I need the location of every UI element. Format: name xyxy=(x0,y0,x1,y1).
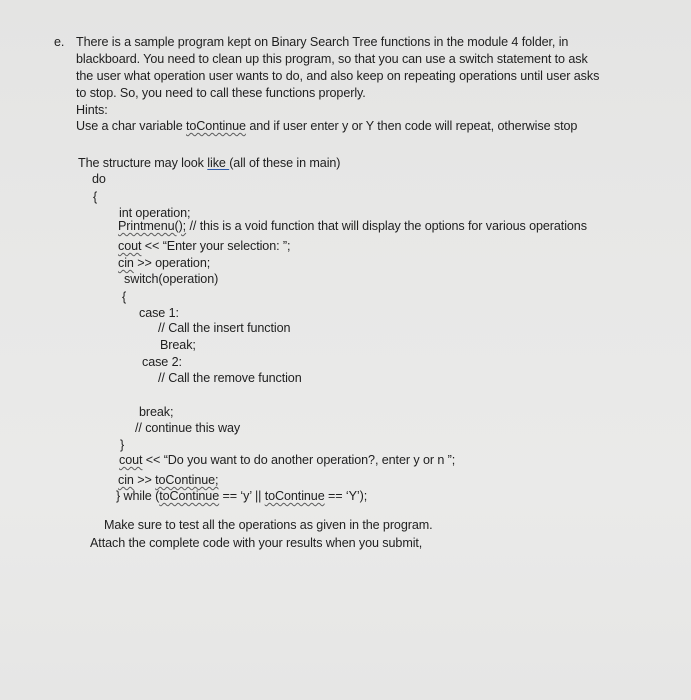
question-paragraph-line-3: the user what operation user wants to do, and also keep on repeating operations until user asks xyxy=(76,69,600,83)
code-cin-operation-text: >> operation; xyxy=(133,256,211,270)
hints-label: Hints: xyxy=(76,103,108,117)
footer-line-2: Attach the complete code with your results when you submit, xyxy=(90,536,423,550)
code-while-pre: } while ( xyxy=(116,489,160,503)
code-cout-another xyxy=(119,452,455,468)
code-cin-continue xyxy=(118,472,218,488)
code-cout2-keyword: cout xyxy=(119,453,143,467)
hint-variable: toContinue xyxy=(186,119,246,133)
code-switch-open-brace: { xyxy=(122,290,127,304)
code-remove-comment: // Call the remove function xyxy=(158,371,302,385)
structure-intro-like: like xyxy=(207,156,230,170)
code-switch-close-brace: } xyxy=(120,438,125,452)
code-cout-another-text: << “Do you want to do another operation?, enter y or n ”; xyxy=(142,453,456,467)
code-while-condition xyxy=(116,488,367,504)
code-break-2: break; xyxy=(139,405,174,419)
question-paragraph-line-1: There is a sample program kept on Binary Search Tree functions in the module 4 folder, in xyxy=(76,35,569,49)
hint-line xyxy=(76,118,577,134)
code-cin2-variable: toContinue; xyxy=(155,473,219,487)
structure-intro-post: (all of these in main) xyxy=(229,156,341,170)
code-printmenu-line xyxy=(118,218,587,234)
code-printmenu-call: Printmenu(); xyxy=(118,219,187,233)
code-insert-comment: // Call the insert function xyxy=(158,321,291,335)
code-while-variable-2: toContinue xyxy=(264,489,325,503)
structure-intro xyxy=(78,155,340,171)
code-cout-selection-text: << “Enter your selection: ”; xyxy=(141,239,291,253)
footer-line-1: Make sure to test all the operations as given in the program. xyxy=(104,518,433,532)
code-cin-operation xyxy=(118,255,210,271)
code-cout-selection xyxy=(118,238,290,254)
code-while-post: == ‘Y’); xyxy=(324,489,368,503)
code-printmenu-comment: // this is a void function that will display the options for various operations xyxy=(186,219,587,233)
code-while-mid: == ‘y’ || xyxy=(219,489,265,503)
code-case-1: case 1: xyxy=(139,306,179,320)
code-cin-keyword: cin xyxy=(118,256,134,270)
code-case-2: case 2: xyxy=(142,355,182,369)
code-int-operation: int operation; xyxy=(119,206,191,220)
code-cout-keyword: cout xyxy=(118,239,142,253)
structure-intro-pre: The structure may look xyxy=(78,156,208,170)
question-label: e. xyxy=(54,35,65,49)
code-switch: switch(operation) xyxy=(124,272,219,286)
code-do-keyword: do xyxy=(92,172,106,186)
hint-text-pre: Use a char variable xyxy=(76,119,186,133)
code-open-brace: { xyxy=(93,190,98,204)
code-continue-comment: // continue this way xyxy=(135,421,241,435)
question-paragraph-line-2: blackboard. You need to clean up this program, so that you can use a switch statement to ask xyxy=(76,52,588,66)
code-break-1: Break; xyxy=(160,338,196,352)
code-cin2-op: >> xyxy=(133,473,156,487)
hint-text-post: and if user enter y or Y then code will repeat, otherwise stop xyxy=(245,119,578,133)
code-cin2-keyword: cin xyxy=(118,473,134,487)
code-while-variable-1: toContinue xyxy=(159,489,220,503)
question-paragraph-line-4: to stop. So, you need to call these functions properly. xyxy=(76,86,366,100)
